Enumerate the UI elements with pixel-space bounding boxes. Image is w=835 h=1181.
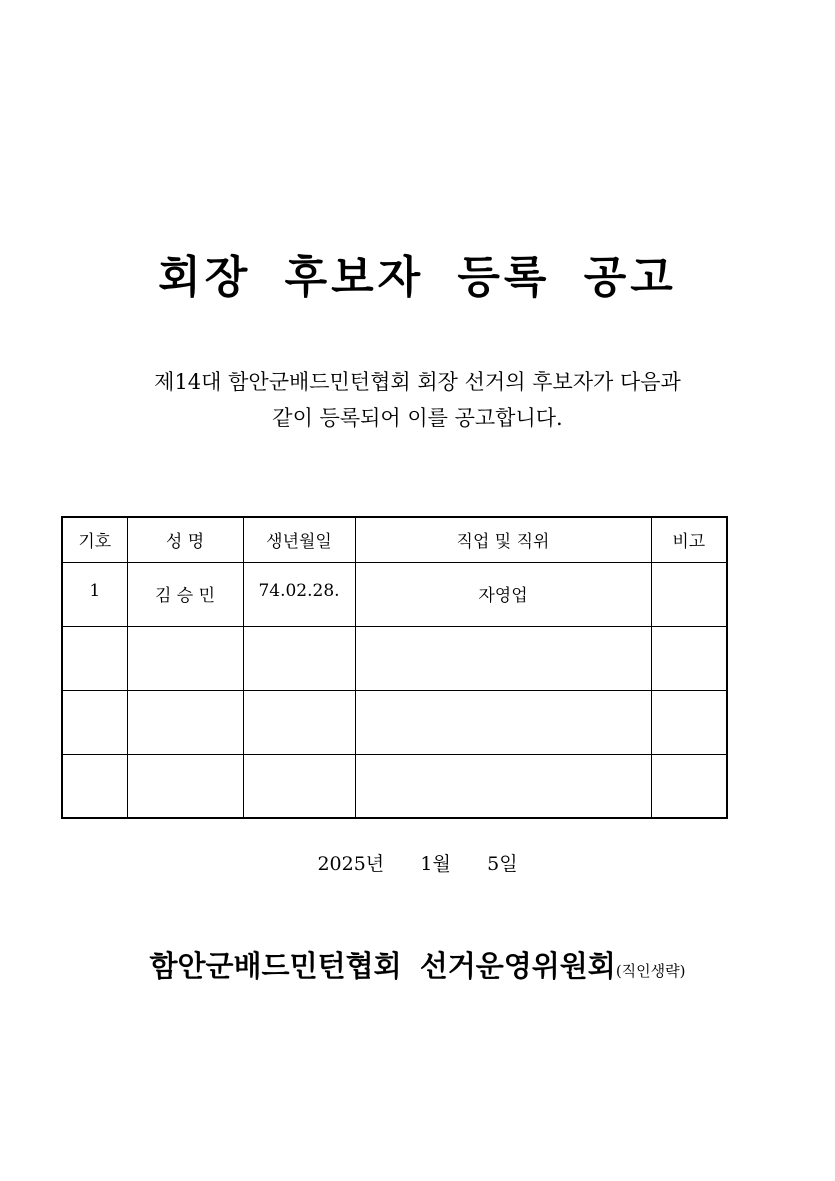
cell-number: 1 — [62, 562, 127, 626]
page-title: 회장 후보자 등록 공고 — [158, 252, 677, 303]
cell-name: 김 승 민 — [127, 562, 243, 626]
table-header-row — [62, 517, 727, 562]
cell-remarks — [651, 690, 727, 754]
date-year: 2025년 — [317, 853, 385, 875]
announcement-line-2: 같이 등록되어 이를 공고합니다. — [272, 406, 563, 430]
cell-remarks — [651, 562, 727, 626]
header-occupation: 직업 및 직위 — [355, 517, 651, 562]
cell-number — [62, 754, 127, 818]
header-birthdate: 생년월일 — [243, 517, 355, 562]
candidate-table — [61, 516, 728, 819]
header-name: 성 명 — [127, 517, 243, 562]
cell-occupation — [355, 690, 651, 754]
cell-remarks — [651, 626, 727, 690]
table-row — [62, 690, 727, 754]
header-remarks: 비고 — [651, 517, 727, 562]
cell-number — [62, 626, 127, 690]
announcement-text — [60, 364, 775, 436]
cell-birthdate — [243, 690, 355, 754]
announcement-date — [0, 850, 835, 878]
header-number: 기호 — [62, 517, 127, 562]
announcement-line-1: 제14대 함안군배드민턴협회 회장 선거의 후보자가 다음과 — [154, 370, 681, 394]
date-month: 1월 — [420, 853, 451, 875]
cell-name — [127, 690, 243, 754]
cell-number — [62, 690, 127, 754]
cell-birthdate — [243, 626, 355, 690]
cell-name — [127, 754, 243, 818]
cell-remarks — [651, 754, 727, 818]
table-row — [62, 562, 727, 626]
table-row — [62, 754, 727, 818]
date-day: 5일 — [487, 853, 518, 875]
cell-birthdate — [243, 754, 355, 818]
cell-occupation — [355, 626, 651, 690]
cell-name — [127, 626, 243, 690]
seal-note: (직인생략) — [615, 962, 686, 980]
issuer — [0, 944, 835, 993]
issuer-org: 함안군배드민턴협회 선거운영위원회 — [149, 949, 616, 983]
cell-occupation: 자영업 — [355, 562, 651, 626]
cell-birthdate: 74.02.28. — [243, 562, 355, 626]
cell-occupation — [355, 754, 651, 818]
table-row — [62, 626, 727, 690]
